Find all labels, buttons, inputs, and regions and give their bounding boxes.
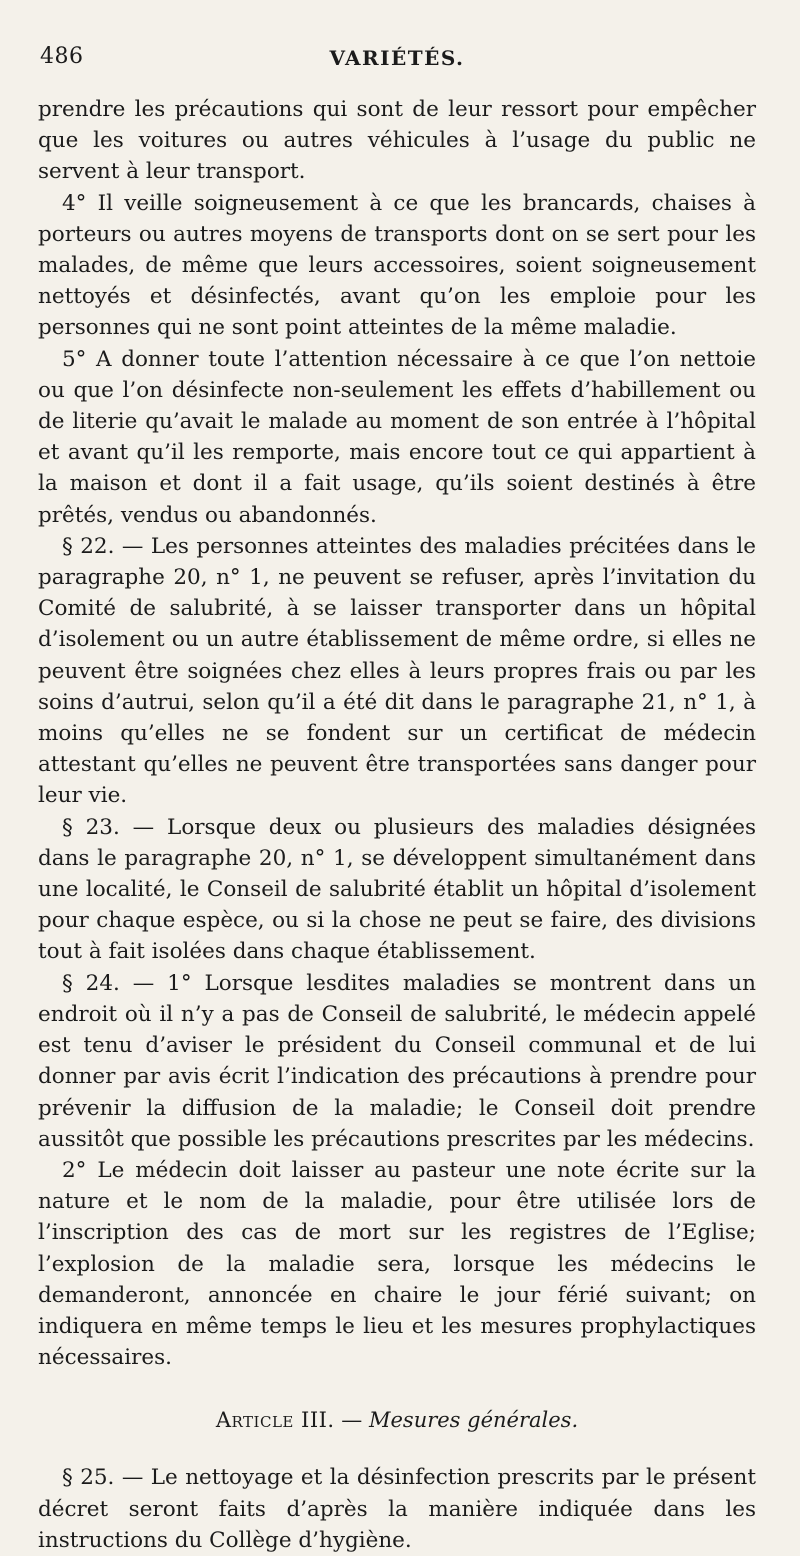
article-label: Article III. [215, 1408, 335, 1433]
body-text [38, 94, 756, 1556]
article-separator: — [334, 1408, 369, 1433]
page-header [38, 36, 756, 76]
paragraph-section-24-item-2: 2° Le médecin doit laisser au pasteur une note écrite sur la nature et le nom de la maladie, pour être utilisée lors de l’inscription des cas de mort sur les registres de l’Eglise; l’explosion de la maladie sera, lorsque les médecins le demanderont, annoncée en chaire le jour férié suivant; on indiquera en même temps le lieu et les mesures prophylactiques nécessaires. [38, 1157, 756, 1371]
paragraph-item-4: 4° Il veille soigneusement à ce que les brancards, chaises à porteurs ou autres moyens de transports dont on se sert pour les malades, de même que leurs accessoires, soient soigneusement nettoyés et désinfectés, avant qu’on les emploie pour les personnes qui ne sont point atteintes de la même maladie. [38, 190, 756, 341]
paragraph-section-24: § 24. — 1° Lorsque lesdites maladies se montrent dans un endroit où il n’y a pas de Conseil de salubrité, le médecin appelé est tenu d’aviser le président du Conseil communal et de lui donner par avis écrit l’indication des précautions à prendre pour prévenir la diffusion de la maladie; le Conseil doit prendre aussitôt que possible les précautions prescrites par les médecins. [38, 970, 756, 1152]
paragraph-section-22: § 22. — Les personnes atteintes des maladies précitées dans le paragraphe 20, n° 1, ne peuvent se refuser, après l’invitation du Comité de salubrité, à se laisser transporter dans un hôpital d’isolement ou un autre établissement de même ordre, si elles ne peuvent être soignées chez elles à leurs propres frais ou par les soins d’autrui, selon qu’il a été dit dans le paragraphe 21, n° 1, à moins qu’elles ne se fondent sur un certificat de médecin attestant qu’elles ne peuvent être transportées sans danger pour leur vie. [38, 533, 756, 809]
paragraph-continuation: prendre les précautions qui sont de leur ressort pour empêcher que les voitures ou autres véhicules à l’usage du public ne servent à leur transport. [38, 97, 756, 185]
page-number: 486 [40, 44, 84, 69]
paragraph-item-5: 5° A donner toute l’attention nécessaire à ce que l’on nettoie ou que l’on désinfecte non-seulement les effets d’habillement ou de literie qu’avait le malade au moment de son entrée à l’hôpital et avant qu’il les remporte, mais encore tout ce qui appartient à la maison et dont il a fait usage, qu’ils soient destinés à être prêtés, vendus ou abandonnés. [38, 346, 756, 528]
paragraph-section-23: § 23. — Lorsque deux ou plusieurs des maladies désignées dans le paragraphe 20, n° 1, se développent simultanément dans une localité, le Conseil de salubrité établit un hôpital d’isolement pour chaque espèce, ou si la chose ne peut se faire, des divisions tout à fait isolées dans chaque établissement. [38, 814, 756, 965]
running-head: VARIÉTÉS. [329, 46, 465, 70]
article-heading [38, 1405, 756, 1436]
paragraph-section-25: § 25. — Le nettoyage et la désinfection prescrits par le présent décret seront faits d’après la manière indiquée dans les instructions du Collège d’hygiène. [38, 1465, 756, 1553]
article-title: Mesures générales. [368, 1408, 579, 1433]
